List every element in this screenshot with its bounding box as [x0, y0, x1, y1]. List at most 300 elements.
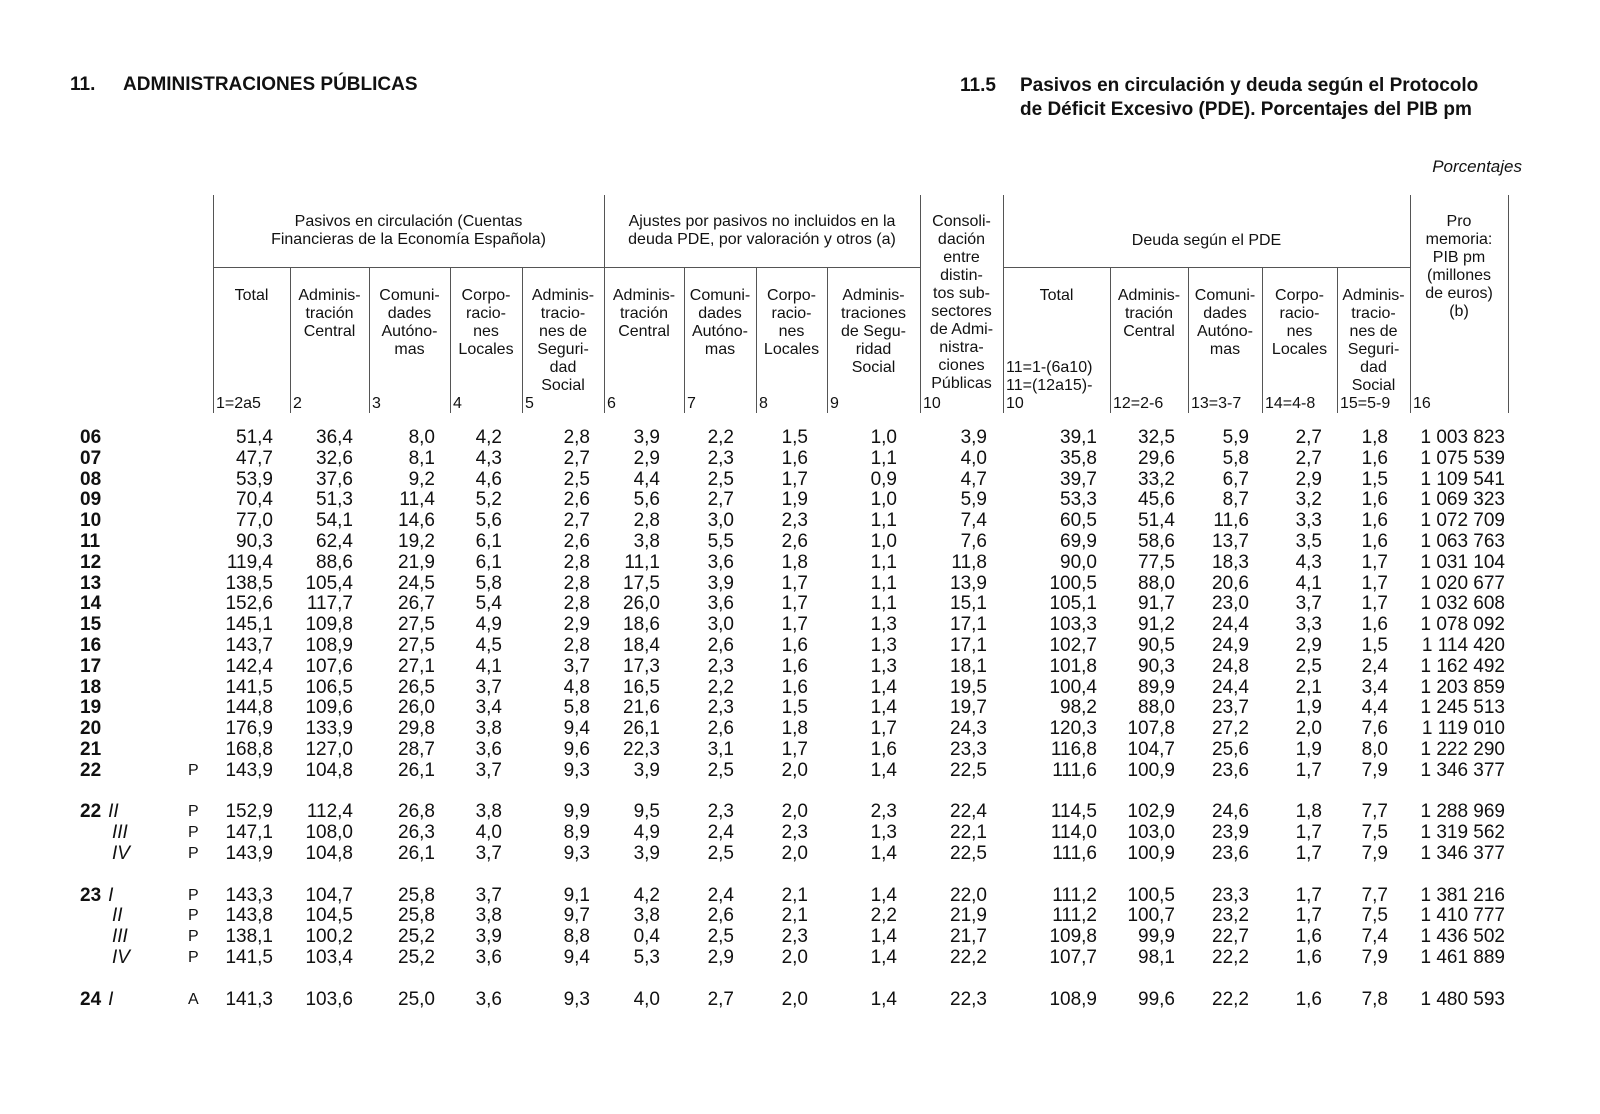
table-cell: 4,4 [1361, 697, 1388, 719]
table-cell: 37,6 [316, 468, 353, 490]
column-number: 5 [525, 395, 534, 412]
table-row [0, 593, 1600, 614]
table-cell: 90,0 [1060, 551, 1097, 573]
row-year: 06 [80, 427, 102, 448]
table-row [0, 635, 1600, 656]
table-cell: 9,7 [563, 905, 590, 927]
table-cell: 28,7 [398, 739, 435, 760]
table-cell: 1 069 323 [1420, 489, 1505, 511]
table-title [960, 74, 1478, 122]
group-header-pasivos: Pasivos en circulación (Cuentas Financieras de la Economía Española) [271, 213, 546, 248]
table-cell: 1,1 [870, 510, 897, 532]
table-cell: 2,4 [707, 822, 734, 844]
table-cell: 1,8 [781, 718, 808, 740]
table-row [0, 469, 1600, 490]
table-cell: 3,3 [1295, 510, 1322, 532]
row-year: 11 [80, 531, 101, 552]
table-cell: 1,7 [1295, 905, 1322, 927]
table-cell: 3,6 [707, 593, 734, 615]
table-cell: 77,0 [236, 510, 273, 532]
table-cell: 2,0 [781, 843, 808, 864]
column-header: Adminis- tracio- nes de Seguri- dad Social [531, 287, 595, 394]
table-cell: 1,6 [1361, 447, 1388, 469]
table-cell: 1,6 [781, 447, 808, 469]
table-cell: 2,7 [1295, 427, 1322, 448]
table-cell: 2,5 [1295, 655, 1322, 677]
row-quarter: II [108, 801, 119, 823]
table-cell: 1,0 [870, 531, 897, 552]
table-cell: 2,6 [707, 635, 734, 656]
table-cell: 138,1 [225, 926, 273, 948]
table-cell: 47,7 [236, 447, 273, 469]
table-cell: 9,4 [563, 947, 590, 968]
table-row [0, 614, 1600, 635]
table-cell: 3,4 [1361, 676, 1388, 698]
table-cell: 5,3 [633, 947, 660, 968]
table-cell: 2,6 [563, 531, 590, 552]
table-cell: 17,1 [950, 614, 987, 636]
table-cell: 143,8 [225, 905, 273, 927]
table-cell: 89,9 [1138, 676, 1175, 698]
table-cell: 4,9 [475, 614, 502, 636]
column-number: 6 [607, 395, 616, 412]
table-cell: 1 031 104 [1420, 551, 1505, 573]
table-cell: 8,8 [563, 926, 590, 948]
table-cell: 3,9 [475, 926, 502, 948]
table-cell: 22,7 [1212, 926, 1249, 948]
table-cell: 1 203 859 [1420, 676, 1505, 698]
table-row [0, 448, 1600, 469]
table-cell: 4,1 [475, 655, 502, 677]
table-cell: 11,4 [399, 489, 435, 511]
table-cell: 1,6 [1295, 947, 1322, 968]
row-label [80, 510, 101, 531]
table-cell: 25,2 [398, 947, 435, 968]
table-cell: 18,6 [623, 614, 660, 636]
table-cell: 19,5 [950, 676, 987, 698]
table-cell: 24,4 [1212, 614, 1249, 636]
table-cell: 119,4 [226, 551, 273, 573]
table-cell: 1 075 539 [1420, 447, 1505, 469]
table-cell: 1 162 492 [1420, 655, 1505, 677]
row-label [80, 469, 101, 490]
table-cell: 2,7 [707, 489, 734, 511]
table-cell: 3,1 [707, 739, 734, 760]
table-cell: 17,3 [623, 655, 660, 677]
table-cell: 8,9 [563, 822, 590, 844]
table-cell: 1,4 [870, 947, 897, 968]
column-header: Total [1039, 287, 1074, 304]
table-cell: 3,2 [1295, 489, 1322, 511]
table-cell: 1 381 216 [1420, 884, 1505, 906]
table-cell: 1,6 [870, 739, 897, 760]
table-cell: 1,7 [1361, 593, 1388, 615]
column-number: 9 [830, 395, 839, 412]
table-cell: 27,2 [1212, 718, 1249, 740]
table-cell: 70,4 [236, 489, 273, 511]
table-cell: 120,3 [1049, 718, 1097, 740]
table-row [0, 947, 1600, 968]
table-cell: 114,0 [1050, 822, 1097, 844]
row-quarter: I [108, 988, 114, 1010]
table-cell: 4,3 [1295, 551, 1322, 573]
table-cell: 1,9 [781, 489, 808, 511]
table-cell: 26,1 [398, 759, 435, 781]
table-cell: 3,6 [707, 551, 734, 573]
table-cell: 7,6 [1361, 718, 1388, 740]
table-cell: 138,5 [225, 572, 273, 594]
table-cell: 25,2 [398, 926, 435, 948]
row-year: 07 [80, 447, 102, 469]
table-cell: 1 063 763 [1420, 531, 1505, 552]
table-cell: 109,8 [1049, 926, 1097, 948]
table-cell: 23,9 [1212, 822, 1249, 844]
table-cell: 5,9 [1222, 427, 1249, 448]
table-cell: 100,9 [1127, 759, 1175, 781]
table-cell: 100,2 [305, 926, 353, 948]
table-cell: 29,6 [1138, 447, 1175, 469]
table-cell: 2,6 [563, 489, 590, 511]
table-cell: 1,7 [781, 739, 808, 760]
table-cell: 7,4 [1361, 926, 1388, 948]
table-cell: 22,3 [623, 739, 660, 760]
column-header: Adminis- tración Central [298, 287, 361, 340]
table-cell: 117,7 [306, 593, 353, 615]
table-cell: 39,7 [1060, 468, 1097, 490]
row-year: 12 [80, 551, 102, 573]
table-cell: 1 480 593 [1420, 988, 1505, 1010]
table-cell: 7,7 [1361, 884, 1388, 906]
table-cell: 107,7 [1049, 947, 1097, 968]
column-divider [1508, 195, 1509, 413]
table-cell: 1,4 [870, 676, 897, 698]
column-header: Comuni- dades Autóno- mas [379, 287, 440, 358]
column-number: 16 [1413, 395, 1431, 412]
column-number: 13=3-7 [1191, 395, 1242, 412]
table-cell: 1,6 [1295, 926, 1322, 948]
table-cell: 11,1 [624, 551, 660, 573]
table-cell: 51,4 [1138, 510, 1175, 532]
table-cell: 2,0 [1295, 718, 1322, 740]
table-cell: 25,8 [398, 884, 435, 906]
row-label [80, 739, 101, 760]
table-cell: 2,5 [707, 759, 734, 781]
table-cell: 16,5 [623, 676, 660, 698]
table-number: 11.5 [960, 75, 996, 96]
table-cell: 2,3 [707, 801, 734, 823]
table-cell: 100,4 [1049, 676, 1097, 698]
table-cell: 14,6 [398, 510, 435, 532]
column-number: 11=1-(6a10) 11=(12a15)- 10 [1006, 359, 1093, 412]
table-cell: 1,1 [870, 551, 897, 573]
table-cell: 23,0 [1212, 593, 1249, 615]
table-cell: 24,5 [398, 572, 435, 594]
table-cell: 2,7 [563, 447, 590, 469]
table-cell: 21,9 [398, 551, 435, 573]
group-header-deuda: Deuda según el PDE [1131, 232, 1282, 249]
table-cell: 127,0 [305, 739, 353, 760]
table-cell: 4,4 [633, 468, 660, 490]
row-year: 22 [80, 759, 102, 781]
table-cell: 108,9 [305, 635, 353, 656]
table-cell: 1 114 420 [1421, 635, 1505, 656]
table-cell: 5,2 [475, 489, 502, 511]
table-cell: 24,6 [1212, 801, 1249, 823]
table-cell: 88,0 [1138, 697, 1175, 719]
table-cell: 1,7 [1361, 551, 1388, 573]
table-cell: 147,1 [225, 822, 273, 844]
table-cell: 2,8 [563, 551, 590, 573]
table-row [0, 677, 1600, 698]
table-cell: 35,8 [1060, 447, 1097, 469]
table-cell: 2,7 [563, 510, 590, 532]
group-underline [213, 267, 920, 268]
table-cell: 2,6 [707, 905, 734, 927]
table-cell: 22,2 [1212, 988, 1249, 1010]
table-cell: 1 020 677 [1420, 572, 1505, 594]
column-header: Comuni- dades Autóno- mas [689, 287, 751, 358]
table-cell: 3,7 [475, 884, 502, 906]
table-cell: 3,7 [563, 655, 590, 677]
table-cell: 25,8 [398, 905, 435, 927]
column-number: 4 [453, 395, 462, 412]
table-cell: 53,9 [236, 468, 273, 490]
table-cell: 2,5 [707, 468, 734, 490]
table-cell: 9,6 [563, 739, 590, 760]
table-cell: 77,5 [1138, 551, 1175, 573]
row-label [80, 573, 101, 594]
table-cell: 3,7 [475, 843, 502, 864]
table-cell: 1 222 290 [1420, 739, 1505, 760]
table-cell: 1,8 [1361, 427, 1388, 448]
table-row [0, 822, 1600, 843]
table-cell: 4,3 [475, 447, 502, 469]
table-cell: 23,3 [1212, 884, 1249, 906]
table-cell: 103,3 [1049, 614, 1097, 636]
column-header: Adminis- tración Central [612, 287, 676, 340]
column-number: 2 [293, 395, 302, 412]
table-cell: 2,6 [707, 718, 734, 740]
table-cell: 1,5 [781, 697, 808, 719]
group-header-ajustes: Ajustes por pasivos no incluidos en la deuda PDE, por valoración y otros (a) [628, 213, 896, 248]
table-cell: 104,8 [305, 759, 353, 781]
table-cell: 4,0 [475, 822, 502, 844]
table-cell: 111,2 [1052, 905, 1097, 927]
row-flag: P [188, 928, 199, 946]
table-cell: 4,7 [960, 468, 987, 490]
table-cell: 105,1 [1049, 593, 1097, 615]
table-cell: 18,3 [1212, 551, 1249, 573]
table-cell: 3,7 [475, 759, 502, 781]
table-cell: 4,6 [475, 468, 502, 490]
table-row [0, 489, 1600, 510]
table-cell: 2,1 [781, 905, 808, 927]
section-number: 11. [70, 74, 96, 95]
table-cell: 8,7 [1222, 489, 1249, 511]
table-cell: 100,5 [1127, 884, 1175, 906]
table-cell: 108,0 [305, 822, 353, 844]
table-cell: 23,3 [950, 739, 987, 760]
table-cell: 2,1 [1295, 676, 1322, 698]
table-cell: 1 436 502 [1420, 926, 1505, 948]
table-cell: 2,3 [781, 510, 808, 532]
table-cell: 1,6 [1361, 531, 1388, 552]
table-cell: 9,3 [563, 988, 590, 1010]
table-cell: 104,5 [305, 905, 353, 927]
row-label [80, 635, 101, 656]
table-cell: 17,5 [623, 572, 660, 594]
table-cell: 5,5 [707, 531, 734, 552]
table-cell: 141,5 [225, 676, 273, 698]
table-cell: 3,3 [1295, 614, 1322, 636]
table-cell: 26,1 [398, 843, 435, 864]
table-cell: 24,8 [1212, 655, 1249, 677]
table-cell: 103,6 [305, 988, 353, 1010]
table-cell: 3,0 [707, 614, 734, 636]
row-year: 20 [80, 718, 102, 740]
table-cell: 3,5 [1295, 531, 1322, 552]
table-cell: 9,1 [563, 884, 590, 906]
table-cell: 7,5 [1361, 905, 1388, 927]
table-cell: 1,7 [1295, 884, 1322, 906]
column-number: 8 [759, 395, 768, 412]
table-cell: 144,8 [225, 697, 273, 719]
table-cell: 2,4 [1361, 655, 1388, 677]
table-cell: 152,6 [225, 593, 273, 615]
table-cell: 98,1 [1138, 947, 1175, 968]
table-cell: 109,6 [305, 697, 353, 719]
table-cell: 1,3 [870, 655, 897, 677]
table-cell: 53,3 [1060, 489, 1097, 511]
table-cell: 1,5 [781, 427, 808, 448]
table-cell: 7,9 [1361, 947, 1388, 968]
table-title-line2: de Déficit Excesivo (PDE). Porcentajes del PIB pm [1020, 99, 1472, 120]
table-cell: 3,6 [475, 988, 502, 1010]
table-cell: 4,9 [633, 822, 660, 844]
table-cell: 3,7 [1295, 593, 1322, 615]
table-cell: 58,6 [1138, 531, 1175, 552]
table-cell: 27,5 [398, 614, 435, 636]
table-cell: 1,1 [870, 572, 897, 594]
row-year: 15 [80, 614, 102, 636]
table-cell: 1,7 [1361, 572, 1388, 594]
row-label [80, 593, 101, 614]
column-number: 15=5-9 [1340, 395, 1391, 412]
table-cell: 100,5 [1049, 572, 1097, 594]
table-cell: 90,5 [1138, 635, 1175, 656]
table-cell: 5,6 [633, 489, 660, 511]
table-cell: 9,4 [563, 718, 590, 740]
table-cell: 1,9 [1295, 739, 1322, 760]
table-row [0, 531, 1600, 552]
table-cell: 45,6 [1138, 489, 1175, 511]
column-number: 7 [687, 395, 696, 412]
table-cell: 8,1 [408, 447, 435, 469]
row-label [80, 885, 113, 906]
table-cell: 103,0 [1127, 822, 1175, 844]
table-row [0, 739, 1600, 760]
table-cell: 143,3 [225, 884, 273, 906]
row-year: 10 [80, 510, 102, 532]
table-cell: 5,4 [475, 593, 502, 615]
table-cell: 3,8 [633, 905, 660, 927]
row-quarter: III [112, 822, 128, 844]
table-row [0, 801, 1600, 822]
table-cell: 104,7 [1127, 739, 1175, 760]
row-label [80, 677, 101, 698]
table-cell: 106,5 [305, 676, 353, 698]
table-cell: 105,4 [305, 572, 353, 594]
section-header [70, 74, 418, 96]
table-cell: 1,7 [1295, 759, 1322, 781]
table-cell: 26,0 [623, 593, 660, 615]
table-cell: 4,2 [633, 884, 660, 906]
table-cell: 69,9 [1060, 531, 1097, 552]
table-cell: 7,4 [960, 510, 987, 532]
row-quarter: III [112, 926, 128, 948]
row-quarter: IV [112, 843, 130, 864]
table-cell: 51,4 [236, 427, 273, 448]
table-cell: 21,7 [950, 926, 987, 948]
row-flag: P [188, 907, 199, 925]
table-cell: 1,6 [781, 655, 808, 677]
table-cell: 1,0 [870, 427, 897, 448]
table-cell: 104,7 [305, 884, 353, 906]
table-cell: 104,8 [305, 843, 353, 864]
table-cell: 7,8 [1361, 988, 1388, 1010]
table-cell: 1,7 [1295, 822, 1322, 844]
table-cell: 2,4 [707, 884, 734, 906]
table-cell: 7,5 [1361, 822, 1388, 844]
column-header: Corpo- racio- nes Locales [1271, 287, 1328, 358]
table-cell: 114,5 [1050, 801, 1097, 823]
table-cell: 91,2 [1138, 614, 1175, 636]
table-cell: 143,9 [225, 759, 273, 781]
table-cell: 1 461 889 [1420, 947, 1505, 968]
table-cell: 23,7 [1212, 697, 1249, 719]
table-cell: 143,9 [225, 843, 273, 864]
table-cell: 6,7 [1222, 468, 1249, 490]
table-cell: 111,6 [1052, 843, 1097, 864]
table-cell: 18,1 [950, 655, 987, 677]
table-cell: 103,4 [305, 947, 353, 968]
row-label [80, 448, 101, 469]
table-cell: 1,4 [870, 926, 897, 948]
table-cell: 2,0 [781, 801, 808, 823]
table-cell: 1,5 [1361, 468, 1388, 490]
table-cell: 7,6 [960, 531, 987, 552]
table-cell: 1,1 [870, 447, 897, 469]
table-cell: 5,8 [1222, 447, 1249, 469]
table-cell: 99,9 [1138, 926, 1175, 948]
table-cell: 1,6 [781, 635, 808, 656]
table-cell: 29,8 [398, 718, 435, 740]
table-cell: 2,8 [563, 635, 590, 656]
row-label [80, 656, 101, 677]
table-cell: 112,4 [306, 801, 353, 823]
row-label [80, 489, 101, 510]
table-cell: 1,4 [870, 884, 897, 906]
table-cell: 1,6 [1295, 988, 1322, 1010]
table-row [0, 697, 1600, 718]
table-cell: 1 072 709 [1420, 510, 1505, 532]
table-cell: 2,8 [633, 510, 660, 532]
table-cell: 145,1 [225, 614, 273, 636]
table-row [0, 510, 1600, 531]
table-cell: 3,9 [707, 572, 734, 594]
table-cell: 141,3 [225, 988, 273, 1010]
table-cell: 54,1 [316, 510, 353, 532]
